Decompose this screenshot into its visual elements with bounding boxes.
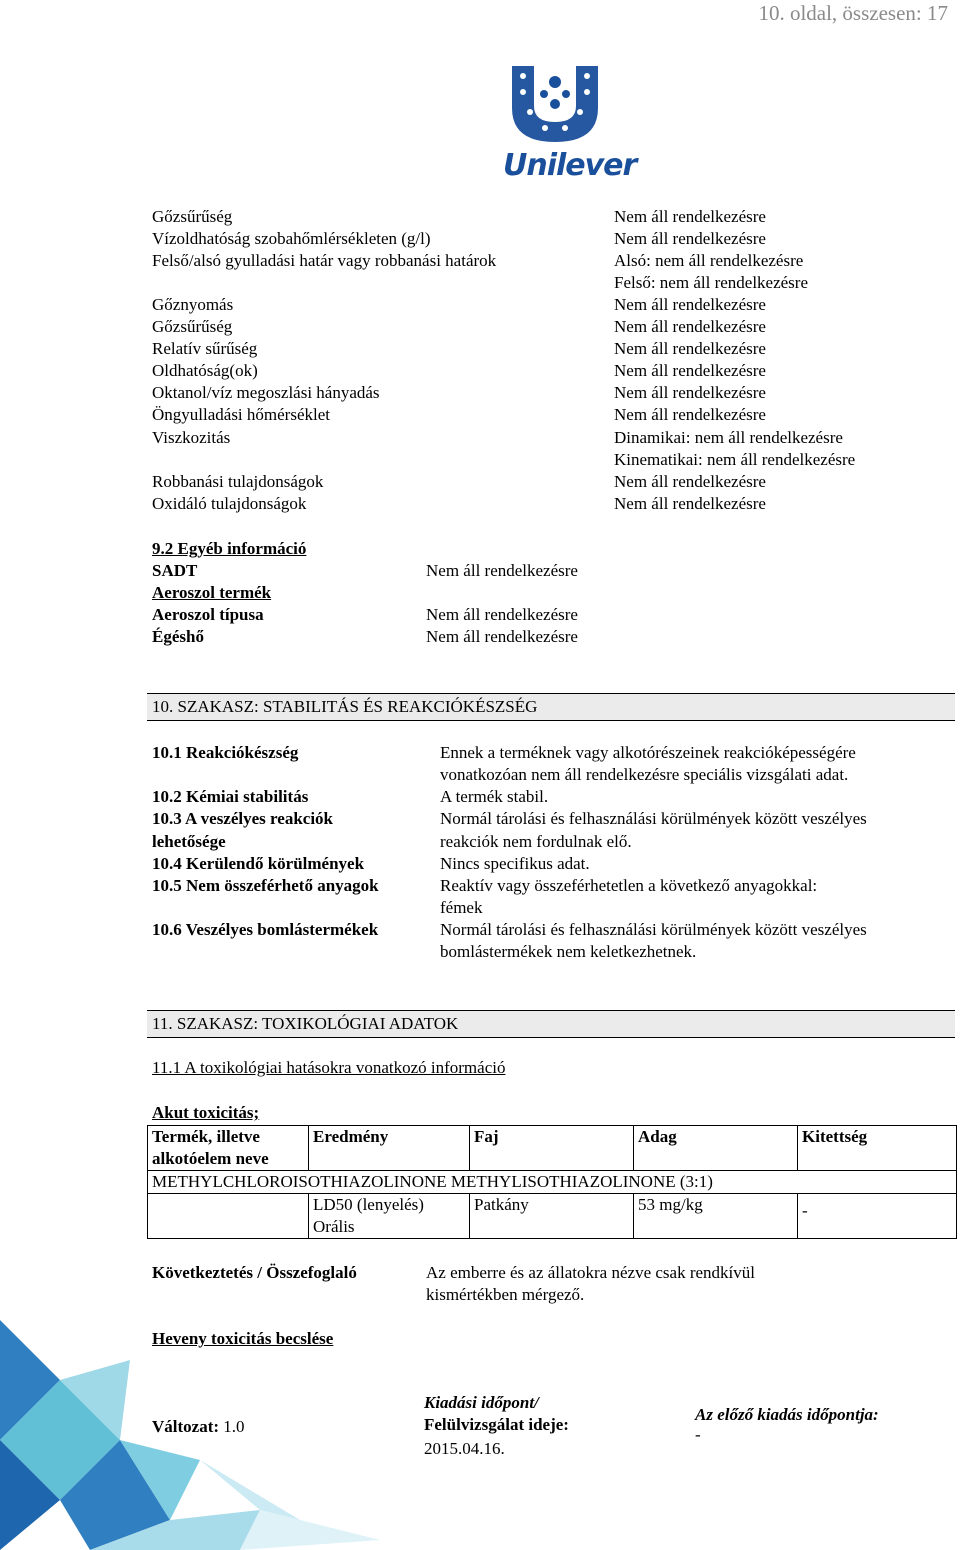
table-row — [148, 1194, 957, 1239]
section-9-2-title: 9.2 Egyéb információ — [152, 539, 307, 558]
version-label-text: Változat: — [152, 1417, 220, 1436]
property-value: Dinamikai: nem áll rendelkezésre — [614, 428, 843, 447]
table-header-row — [148, 1126, 957, 1171]
section-10-item-text: Reaktív vagy összeférhetetlen a következő anyagokkal: — [440, 876, 818, 895]
table-cell — [309, 1194, 470, 1239]
section-10-item-label: 10.5 Nem összeférhető anyagok — [152, 876, 379, 895]
section-10-item-text: reakciók nem fordulnak elő. — [440, 832, 632, 851]
heat-of-combustion-value: Nem áll rendelkezésre — [426, 627, 578, 646]
section-10-item-label: lehetősége — [152, 832, 226, 851]
property-label: Felső/alsó gyulladási határ vagy robbanási határok — [152, 251, 497, 270]
section-10-item-text: Nincs specifikus adat. — [440, 854, 590, 873]
property-value: Nem áll rendelkezésre — [614, 317, 766, 336]
property-value: Nem áll rendelkezésre — [614, 339, 766, 358]
conclusion-text: Az emberre és az állatokra nézve csak rendkívül — [426, 1263, 755, 1282]
property-value: Nem áll rendelkezésre — [614, 405, 766, 424]
section-10-item-text: bomlástermékek nem keletkezhetnek. — [440, 942, 697, 961]
property-label: Öngyulladási hőmérséklet — [152, 405, 330, 424]
section-10-item-text: A termék stabil. — [440, 787, 549, 806]
logo-wordmark: Unilever — [503, 148, 637, 183]
dose-cell: 53 mg/kg — [634, 1194, 798, 1239]
property-value: Kinematikai: nem áll rendelkezésre — [614, 450, 856, 469]
species-cell: Patkány — [470, 1194, 634, 1239]
section-10-title: 10. SZAKASZ: STABILITÁS ÉS REAKCIÓKÉSZSÉG — [152, 697, 538, 716]
version-value: 1.0 — [223, 1417, 245, 1436]
header-product-line2: alkotóelem neve — [152, 1149, 269, 1168]
section-10-item-label: 10.4 Kerülendő körülmények — [152, 854, 365, 873]
sadt-value: Nem áll rendelkezésre — [426, 561, 578, 580]
previous-issue-label: Az előző kiadás időpontja: — [695, 1405, 879, 1424]
property-value: Nem áll rendelkezésre — [614, 383, 766, 402]
section-11-1-title: 11.1 A toxikológiai hatásokra vonatkozó információ — [152, 1058, 506, 1077]
issue-date-value: 2015.04.16. — [424, 1439, 505, 1458]
table-header-cell: Eredmény — [309, 1126, 470, 1171]
section-10-item-label: 10.1 Reakciókészség — [152, 743, 299, 762]
property-value: Nem áll rendelkezésre — [614, 472, 766, 491]
property-label: Robbanási tulajdonságok — [152, 472, 324, 491]
section-10-item-text: Normál tárolási és felhasználási körülmények között veszélyes — [440, 809, 867, 828]
property-value: Nem áll rendelkezésre — [614, 295, 766, 314]
property-label: Vízoldhatóság szobahőmlérsékleten (g/l) — [152, 229, 431, 248]
exposure-cell — [798, 1194, 957, 1239]
result-line2: Orális — [313, 1217, 355, 1236]
conclusion-text: kismértékben mérgező. — [426, 1285, 585, 1304]
property-label: Gőzsűrűség — [152, 317, 233, 336]
section-10-item-text: Normál tárolási és felhasználási körülmények között veszélyes — [440, 920, 867, 939]
table-header-cell — [148, 1126, 309, 1171]
acute-toxicity-estimate-title: Heveny toxicitás becslése — [152, 1329, 334, 1348]
property-value: Nem áll rendelkezésre — [614, 494, 766, 513]
section-10-item-label: 10.2 Kémiai stabilitás — [152, 787, 309, 806]
page-number: 10. oldal, összesen: 17 — [758, 1, 948, 25]
aerosol-type-value: Nem áll rendelkezésre — [426, 605, 578, 624]
toxicity-table — [147, 1125, 957, 1239]
exposure-value: - — [802, 1201, 808, 1220]
header-product-line1: Termék, illetve — [152, 1127, 260, 1146]
section-10-item-label: 10.3 A veszélyes reakciók — [152, 809, 333, 828]
property-label: Gőzsűrűség — [152, 207, 233, 226]
conclusion-label: Következtetés / Összefoglaló — [152, 1263, 357, 1282]
property-label: Oktanol/víz megoszlási hányadás — [152, 383, 380, 402]
property-value: Nem áll rendelkezésre — [614, 361, 766, 380]
previous-issue-value: - — [695, 1425, 701, 1444]
table-header-cell: Adag — [634, 1126, 798, 1171]
result-line1: LD50 (lenyelés) — [313, 1195, 424, 1214]
property-value: Nem áll rendelkezésre — [614, 229, 766, 248]
heat-of-combustion-label: Égéshő — [152, 627, 204, 646]
property-value: Nem áll rendelkezésre — [614, 207, 766, 226]
property-label: Gőznyomás — [152, 295, 234, 314]
acute-toxicity-title: Akut toxicitás; — [152, 1103, 260, 1122]
property-label: Oxidáló tulajdonságok — [152, 494, 307, 513]
section-10-item-text: vonatkozóan nem áll rendelkezésre speciális vizsgálati adat. — [440, 765, 849, 784]
issue-date-label: Kiadási időpont/ — [424, 1393, 539, 1412]
property-value: Alsó: nem áll rendelkezésre — [614, 251, 804, 270]
section-10-item-text: fémek — [440, 898, 483, 917]
aerosol-product-label: Aeroszol termék — [152, 583, 272, 602]
section-11-header — [147, 1010, 955, 1038]
table-cell — [148, 1194, 309, 1239]
section-10-item-label: 10.6 Veszélyes bomlástermékek — [152, 920, 379, 939]
property-label: Oldhatóság(ok) — [152, 361, 258, 380]
section-11-title: 11. SZAKASZ: TOXIKOLÓGIAI ADATOK — [152, 1014, 459, 1033]
table-header-cell: Faj — [470, 1126, 634, 1171]
section-10-item-text: Ennek a terméknek vagy alkotórészeinek reakcióképességére — [440, 743, 856, 762]
section-10-header — [147, 693, 955, 721]
aerosol-type-label: Aeroszol típusa — [152, 605, 264, 624]
property-value: Felső: nem áll rendelkezésre — [614, 273, 809, 292]
table-header-cell: Kitettség — [798, 1126, 957, 1171]
table-row — [148, 1171, 957, 1194]
issue-date-label: Felülvizsgálat ideje: — [424, 1415, 569, 1434]
version-label — [152, 1416, 245, 1438]
property-label: Viszkozitás — [152, 428, 231, 447]
substance-name-cell: METHYLCHLOROISOTHIAZOLINONE METHYLISOTHIAZOLINONE (3:1) — [148, 1171, 957, 1194]
sadt-label: SADT — [152, 561, 198, 580]
property-label: Relatív sűrűség — [152, 339, 258, 358]
